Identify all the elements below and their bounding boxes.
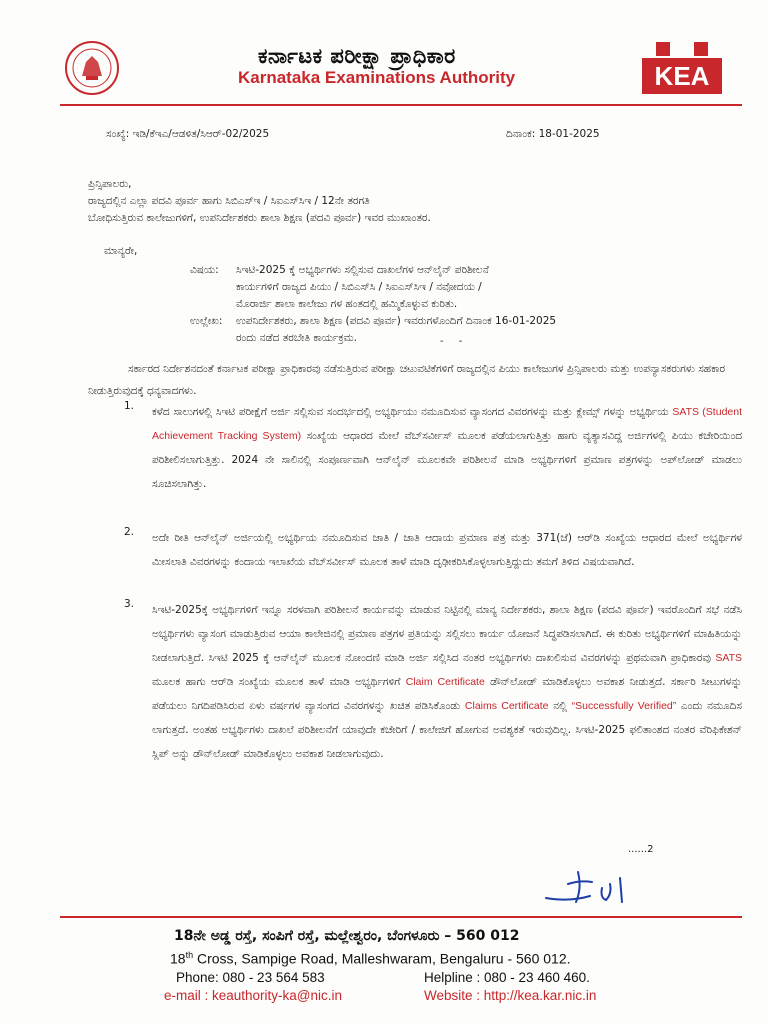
kea-logo [642, 38, 722, 94]
addressee-line: ರಾಜ್ಯದಲ್ಲಿನ ಎಲ್ಲಾ ಪದವಿ ಪೂರ್ವ ಹಾಗು ಸಿಬಿಎಸ್‌ಇ / ಸಿಐಎಸ್‌ಸಿಇ / 12ನೇ ತರಗತಿ [88, 195, 370, 207]
subject-line: ಕಾರ್ಯಗಳಿಗೆ ರಾಜ್ಯದ ಪಿಯು / ಸಿಬಿಎಸ್‌ಸಿ / ಸಿಐಎಸ್‌ಸಿಇ / ನವೋದಯ / [236, 281, 482, 293]
intro-paragraph: ಸರ್ಕಾರದ ನಿರ್ದೇಶನದಂತೆ ಕರ್ನಾಟಕ ಪರೀಕ್ಷಾ ಪ್ರಾಧಿಕಾರವು ನಡೆಸುತ್ತಿರುವ ಪರೀಕ್ಷಾ ಚಟುವಟಿಕೆಗಳಿಗೆ ರಾಜ್ಯದಲ್ಲಿನ ಪಿಯು ಕಾಲೇಜುಗಳ ಪ್ರಿನ್ಸಿಪಾಲರು ಮತ್ತು ಉಪನ್ಯಾಸಕರುಗಳು ಸಹಕಾರ ನೀಡುತ್ತಿರುವುದಕ್ಕೆ ಧನ್ಯವಾದಗಳು. [88, 363, 726, 397]
subject-line: ಮೊರಾರ್ಜಿ ಶಾಲಾ ಕಾಲೇಜು ಗಳ ಹಂತದಲ್ಲಿ ಹಮ್ಮಿಕೊಳ್ಳುವ ಕುರಿತು. [236, 298, 458, 310]
addressee-block [88, 176, 728, 227]
letterhead [0, 0, 768, 110]
header-rule [60, 104, 742, 106]
point-text: ಅದೇ ರೀತಿ ಆನ್‌ಲೈನ್ ಅರ್ಜಿಯಲ್ಲಿ ಅಭ್ಯರ್ಥಿಯ ನಮೂದಿಸುವ ಜಾತಿ / ಜಾತಿ ಆದಾಯ ಪ್ರಮಾಣ ಪತ್ರ ಮತ್ತು 371(ಜೆ) ಆರ್‌ಡಿ ಸಂಖ್ಯೆಯ ಆಧಾರದ ಮೇಲೆ ಅಭ್ಯರ್ಥಿಗಳ ಮೀಸಲಾತಿ ವಿವರಗಳನ್ನು ಕಂದಾಯ ಇಲಾಖೆಯ ವೆಬ್‌ಸರ್ವೀಸ್ ಮೂಲಕ ತಾಳೆ ಮಾಡಿ ದೃಢೀಕರಿಸಿಕೊಳ್ಳಲಾಗುತ್ತಿದ್ದುದು ತಮಗೆ ತಿಳಿದ ವಿಷಯವಾಗಿದೆ. [152, 532, 742, 568]
address-suffix: th [185, 950, 194, 960]
footer-email[interactable]: e-mail : keauthority-ka@nic.in [164, 988, 343, 1003]
footer-address-kannada: 18ನೇ ಅಡ್ಡ ರಸ್ತೆ, ಸಂಪಿಗೆ ರಸ್ತೆ, ಮಲ್ಲೇಶ್ವರಂ, ಬೆಂಗಳೂರು – 560 012 [174, 928, 520, 944]
point-number: 1. [124, 400, 135, 412]
salutation: ಮಾನ್ಯರೇ, [104, 245, 138, 257]
kea-logo-text: KEA [654, 61, 710, 91]
successfully-verified-highlight: “Successfully Verified” [571, 700, 677, 712]
reference-label: ಉಲ್ಲೇಖ: [190, 315, 223, 327]
subject-line: ಸಿಇಟಿ-2025 ಕ್ಕೆ ಅಭ್ಯರ್ಥಿಗಳು ಸಲ್ಲಿಸುವ ದಾಖಲೆಗಳ ಆನ್‌ಲೈನ್ ಪರಿಶೀಲನೆ [236, 264, 489, 276]
footer-phone: Phone: 080 - 23 564 583 [176, 970, 325, 985]
address-text: Cross, Sampige Road, Malleshwaram, Bengaluru - 560 012. [193, 950, 571, 967]
sats-highlight: SATS [715, 652, 742, 664]
sats-highlight: SATS (Student Achievement Tracking System) [152, 406, 742, 442]
reference-line: ರಂದು ನಡೆದ ತರಬೇತಿ ಕಾರ್ಯಕ್ರಮ. [236, 332, 357, 344]
signature [540, 858, 640, 910]
point-number: 2. [124, 526, 135, 538]
reference-line: ಉಪನಿರ್ದೇಶಕರು, ಶಾಲಾ ಶಿಕ್ಷಣ (ಪದವಿ ಪೂರ್ವ) ಇವರುಗಳೊಂದಿಗೆ ದಿನಾಂಕ 16-01-2025 [236, 315, 557, 327]
point-text-part: ಸಂಖ್ಯೆಯ ಆಧಾರದ ಮೇಲೆ ವೆಬ್‌ಸರ್ವೀಸ್ ಮೂಲಕ ಪಡೆಯಲಾಗುತ್ತಿತ್ತು ಹಾಗು ವ್ಯತ್ಯಾಸವಿದ್ದ ಅರ್ಜಿಗಳಲ್ಲಿ ಪಿಯು ಕಚೇರಿಯಿಂದ ಪರಿಶೀಲಿಸಲಾಗುತ್ತಿತ್ತು. 2024 ನೇ ಸಾಲಿನಲ್ಲಿ ಸಂಪೂರ್ಣವಾಗಿ ಆನ್‌ಲೈನ್ ಮೂಲಕವೇ ಪರಿಶೀಲನೆ ಮಾಡಿ ಅಭ್ಯರ್ಥಿಗಳಿಗೆ ಪ್ರಮಾಣ ಪತ್ರಗಳನ್ನು ಅಪ್‌ಲೋಡ್ ಮಾಡಲು ಸೂಚಿಸಲಾಗಿತ್ತು. [152, 430, 743, 490]
authority-name-kannada: ಕರ್ನಾಟಕ ಪರೀಕ್ಷಾ ಪ್ರಾಧಿಕಾರ [258, 44, 456, 68]
separator-dashes: - - [440, 336, 469, 347]
karnataka-emblem-seal [64, 40, 120, 96]
continued-marker: ......2 [628, 844, 654, 855]
footer-helpline: Helpline : 080 - 23 460 460. [424, 970, 590, 985]
point-text-part: ಸಿಇಟಿ-2025ಕ್ಕೆ ಅಭ್ಯರ್ಥಿಗಳಿಗೆ ಇನ್ನೂ ಸರಳವಾಗಿ ಪರಿಶೀಲನೆ ಕಾರ್ಯವನ್ನು ಮಾಡುವ ನಿಟ್ಟಿನಲ್ಲಿ ಮಾನ್ಯ ನಿರ್ದೇಶಕರು, ಶಾಲಾ ಶಿಕ್ಷಣ (ಪದವಿ ಪೂರ್ವ) ಇವರೊಂದಿಗೆ ಸಭೆ ನಡೆಸಿ ಅಭ್ಯರ್ಥಿಗಳು ವ್ಯಾಸಂಗ ಮಾಡುತ್ತಿರುವ ಆಯಾ ಕಾಲೇಜಿನಲ್ಲಿ ಪ್ರಮಾಣ ಪತ್ರಗಳ ಪ್ರತಿಯನ್ನು ಸಲ್ಲಿಸಲು ಕಾರ್ಯ ಯೋಜನೆ ಸಿದ್ಧಪಡಿಸಲಾಗಿದೆ. ಈ ಕುರಿತು ಅಭ್ಯರ್ಥಿಗಳಿಗೆ ಮಾಹಿತಿಯನ್ನು ನೀಡಲಾಗುತ್ತಿದೆ. ಸಿಇಟಿ 2025 ಕ್ಕೆ ಆನ್‌ಲೈನ್ ಮೂಲಕ ನೋಂದಣಿ ಮಾಡಿ ಅರ್ಜಿ ಸಲ್ಲಿಸಿದ ನಂತರ ಅಭ್ಯರ್ಥಿಗಳು ದಾಖಲಿಸುವ ವಿವರಗಳನ್ನು ಪ್ರಥಮವಾಗಿ ಪ್ರಾಧಿಕಾರವು [152, 604, 742, 664]
claim-certificate-highlight: Claim Certificate [405, 676, 485, 688]
addressee-line: ಪ್ರಿನ್ಸಿಪಾಲರು, [88, 178, 132, 190]
footer-address-english [170, 950, 571, 967]
point-text-part: ಮೂಲಕ ಹಾಗು ಆರ್‌ಡಿ ಸಂಖ್ಯೆಯ ಮೂಲಕ ತಾಳೆ ಮಾಡಿ ಅಭ್ಯರ್ಥಿಗಳಿಗೆ [152, 676, 406, 688]
claims-certificate-highlight: Claims Certificate [464, 700, 549, 712]
subject-label: ವಿಷಯ: [190, 264, 219, 276]
point-text-part: ಡೌನ್‌ಲೋಡ್ ಮಾಡಿಕೊಳ್ಳಲು ಅವಕಾಶ ನೀಡುತ್ತದೆ. ಸರ್ಕಾರಿ ಸೀಟುಗಳನ್ನು ಪಡೆಯಲು ನಿಗದಿಪಡಿಸಿರುವ ಏಳು ವರ್ಷಗಳ ವ್ಯಾಸಂಗದ ವಿವರಗಳನ್ನು ಖಚಿತ ಪಡಿಸಿಕೊಂಡು [152, 676, 742, 712]
point-text-part: ಎಂದು ನಮೂದಿಸ ಲಾಗುತ್ತದೆ. ಅಂತಹ ಅಭ್ಯರ್ಥಿಗಳು ದಾಖಲೆ ಪರಿಶೀಲನೆಗೆ ಯಾವುದೇ ಕಚೇರಿಗೆ / ಕಾಲೇಜಿಗೆ ಹೋಗುವ ಅವಶ್ಯಕತೆ ಇರುವುದಿಲ್ಲ. ಸಿಇಟಿ-2025 ಫಲಿತಾಂಶದ ನಂತರ ವೆರಿಫಿಕೇಶನ್ ಸ್ಲಿಪ್ ಅನ್ನು ಡೌನ್‌ಲೋಡ್ ಮಾಡಿಕೊಳ್ಳಲು ಅವಕಾಶ ನೀಡಲಾಗುವುದು. [152, 700, 742, 760]
address-number: 18 [170, 950, 186, 967]
reference-number: ಸಂಖ್ಯೆ: ಇಡಿ/ಕೆಇಎ/ಆಡಳಿತ/ಸಿಆರ್-02/2025 [106, 128, 270, 140]
letter-date: ದಿನಾಂಕ: 18-01-2025 [506, 128, 600, 140]
point-text [152, 400, 742, 496]
point-number: 3. [124, 598, 135, 610]
point-text-part: ನಲ್ಲಿ [548, 700, 572, 712]
footer-rule [60, 916, 742, 918]
footer-website[interactable]: Website : http://kea.kar.nic.in [424, 988, 597, 1003]
authority-name-english: Karnataka Examinations Authority [238, 68, 516, 87]
point-text-part: ಕಳೆದ ಸಾಲುಗಳಲ್ಲಿ ಸಿಇಟಿ ಪರೀಕ್ಷೆಗೆ ಅರ್ಜಿ ಸಲ್ಲಿಸುವ ಸಂದರ್ಭದಲ್ಲಿ ಅಭ್ಯರ್ಥಿಯು ನಮೂದಿಸುವ ವ್ಯಾಸಂಗದ ವಿವರಗಳನ್ನು ಮತ್ತು ಕ್ಲೇಮ್ಸ್ ಗಳನ್ನು ಅಭ್ಯರ್ಥಿಯ [152, 406, 673, 418]
addressee-line: ಬೋಧಿಸುತ್ತಿರುವ ಕಾಲೇಜುಗಳಿಗೆ, ಉಪನಿರ್ದೇಶಕರು ಶಾಲಾ ಶಿಕ್ಷಣ (ಪದವಿ ಪೂರ್ವ) ಇವರ ಮುಖಾಂತರ. [88, 212, 431, 224]
subject-block [190, 262, 710, 347]
point-text [152, 598, 742, 766]
